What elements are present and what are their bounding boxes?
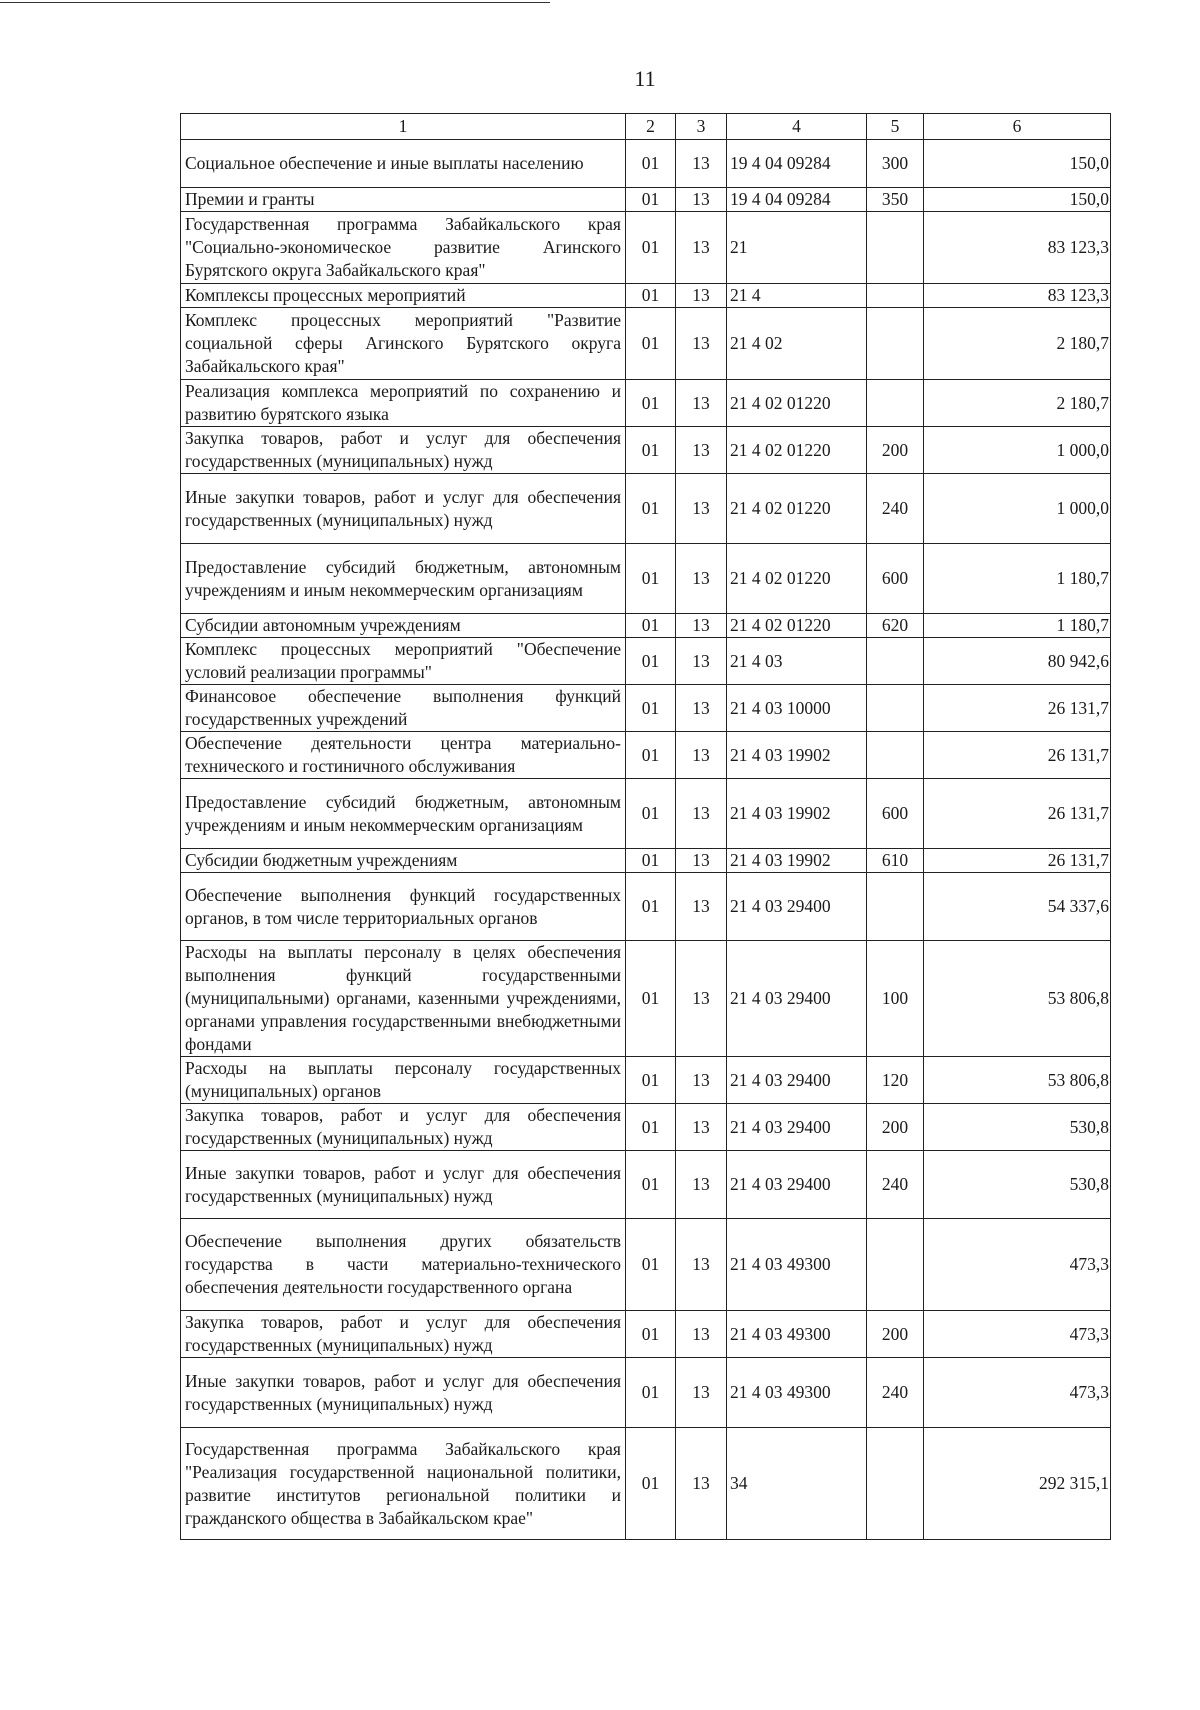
cell-section: 01 bbox=[626, 685, 676, 732]
cell-target-code: 21 4 02 01220 bbox=[727, 427, 867, 474]
cell-amount: 26 131,7 bbox=[924, 685, 1111, 732]
cell-expense-kind: 600 bbox=[867, 779, 924, 849]
cell-name: Государственная программа Забайкальского края "Социально-экономическое развитие Агинского Бурятского округа Забайкальского края" bbox=[181, 212, 626, 284]
cell-subsection: 13 bbox=[676, 1151, 727, 1219]
table-row bbox=[181, 188, 1111, 212]
cell-amount: 2 180,7 bbox=[924, 380, 1111, 427]
cell-expense-kind: 350 bbox=[867, 188, 924, 212]
cell-target-code: 21 4 02 bbox=[727, 308, 867, 380]
cell-section: 01 bbox=[626, 849, 676, 873]
cell-subsection: 13 bbox=[676, 873, 727, 941]
cell-expense-kind bbox=[867, 380, 924, 427]
cell-expense-kind bbox=[867, 308, 924, 380]
table-row bbox=[181, 849, 1111, 873]
cell-amount: 26 131,7 bbox=[924, 849, 1111, 873]
cell-target-code: 21 4 03 19902 bbox=[727, 779, 867, 849]
cell-expense-kind: 300 bbox=[867, 140, 924, 188]
cell-expense-kind: 620 bbox=[867, 614, 924, 638]
budget-table bbox=[180, 113, 1111, 1540]
cell-subsection: 13 bbox=[676, 614, 727, 638]
cell-name: Обеспечение выполнения других обязательств государства в части материально-технического обеспечения деятельности государственного органа bbox=[181, 1219, 626, 1311]
cell-target-code: 21 4 03 bbox=[727, 638, 867, 685]
cell-amount: 150,0 bbox=[924, 188, 1111, 212]
cell-amount: 473,3 bbox=[924, 1219, 1111, 1311]
cell-target-code: 21 4 02 01220 bbox=[727, 544, 867, 614]
cell-expense-kind bbox=[867, 685, 924, 732]
cell-name: Обеспечение деятельности центра материально-технического и гостиничного обслуживания bbox=[181, 732, 626, 779]
table-row bbox=[181, 1358, 1111, 1428]
cell-section: 01 bbox=[626, 1311, 676, 1358]
table-row bbox=[181, 1057, 1111, 1104]
cell-target-code: 21 4 bbox=[727, 284, 867, 308]
cell-target-code: 21 4 03 29400 bbox=[727, 941, 867, 1057]
cell-amount: 473,3 bbox=[924, 1311, 1111, 1358]
cell-subsection: 13 bbox=[676, 188, 727, 212]
cell-target-code: 21 4 03 19902 bbox=[727, 849, 867, 873]
cell-expense-kind: 100 bbox=[867, 941, 924, 1057]
header-row bbox=[181, 114, 1111, 140]
cell-subsection: 13 bbox=[676, 308, 727, 380]
cell-subsection: 13 bbox=[676, 941, 727, 1057]
cell-amount: 473,3 bbox=[924, 1358, 1111, 1428]
cell-section: 01 bbox=[626, 1219, 676, 1311]
cell-expense-kind: 120 bbox=[867, 1057, 924, 1104]
table-row bbox=[181, 308, 1111, 380]
cell-name: Иные закупки товаров, работ и услуг для обеспечения государственных (муниципальных) нужд bbox=[181, 1358, 626, 1428]
table-row bbox=[181, 685, 1111, 732]
cell-name: Субсидии бюджетным учреждениям bbox=[181, 849, 626, 873]
cell-subsection: 13 bbox=[676, 380, 727, 427]
cell-subsection: 13 bbox=[676, 779, 727, 849]
cell-target-code: 21 4 03 19902 bbox=[727, 732, 867, 779]
page-number: 11 bbox=[634, 66, 656, 91]
table-row bbox=[181, 638, 1111, 685]
cell-amount: 1 180,7 bbox=[924, 544, 1111, 614]
cell-section: 01 bbox=[626, 1057, 676, 1104]
cell-amount: 150,0 bbox=[924, 140, 1111, 188]
cell-amount: 1 000,0 bbox=[924, 427, 1111, 474]
cell-expense-kind: 240 bbox=[867, 1151, 924, 1219]
cell-expense-kind: 200 bbox=[867, 1311, 924, 1358]
cell-subsection: 13 bbox=[676, 1104, 727, 1151]
cell-section: 01 bbox=[626, 1104, 676, 1151]
table-row bbox=[181, 427, 1111, 474]
cell-name: Расходы на выплаты персоналу государственных (муниципальных) органов bbox=[181, 1057, 626, 1104]
cell-section: 01 bbox=[626, 873, 676, 941]
cell-target-code: 21 4 03 10000 bbox=[727, 685, 867, 732]
cell-amount: 26 131,7 bbox=[924, 732, 1111, 779]
table-row bbox=[181, 614, 1111, 638]
cell-expense-kind: 600 bbox=[867, 544, 924, 614]
cell-amount: 530,8 bbox=[924, 1151, 1111, 1219]
cell-amount: 54 337,6 bbox=[924, 873, 1111, 941]
cell-section: 01 bbox=[626, 474, 676, 544]
table-row bbox=[181, 941, 1111, 1057]
cell-section: 01 bbox=[626, 544, 676, 614]
cell-target-code: 21 4 02 01220 bbox=[727, 614, 867, 638]
cell-subsection: 13 bbox=[676, 212, 727, 284]
cell-section: 01 bbox=[626, 1358, 676, 1428]
cell-name: Иные закупки товаров, работ и услуг для обеспечения государственных (муниципальных) нужд bbox=[181, 1151, 626, 1219]
cell-expense-kind: 200 bbox=[867, 427, 924, 474]
table-row bbox=[181, 732, 1111, 779]
header-col-expense-kind: 5 bbox=[867, 114, 924, 140]
cell-section: 01 bbox=[626, 140, 676, 188]
cell-subsection: 13 bbox=[676, 849, 727, 873]
cell-expense-kind bbox=[867, 638, 924, 685]
cell-name: Закупка товаров, работ и услуг для обеспечения государственных (муниципальных) нужд bbox=[181, 427, 626, 474]
cell-subsection: 13 bbox=[676, 1219, 727, 1311]
cell-amount: 26 131,7 bbox=[924, 779, 1111, 849]
cell-section: 01 bbox=[626, 380, 676, 427]
header-col-section: 2 bbox=[626, 114, 676, 140]
cell-subsection: 13 bbox=[676, 427, 727, 474]
cell-section: 01 bbox=[626, 188, 676, 212]
cell-name: Иные закупки товаров, работ и услуг для обеспечения государственных (муниципальных) нужд bbox=[181, 474, 626, 544]
cell-name: Финансовое обеспечение выполнения функций государственных учреждений bbox=[181, 685, 626, 732]
cell-amount: 53 806,8 bbox=[924, 1057, 1111, 1104]
cell-target-code: 21 4 03 49300 bbox=[727, 1358, 867, 1428]
cell-amount: 80 942,6 bbox=[924, 638, 1111, 685]
header-col-amount: 6 bbox=[924, 114, 1111, 140]
cell-amount: 530,8 bbox=[924, 1104, 1111, 1151]
cell-expense-kind bbox=[867, 732, 924, 779]
cell-section: 01 bbox=[626, 941, 676, 1057]
table-row bbox=[181, 1151, 1111, 1219]
cell-name: Реализация комплекса мероприятий по сохранению и развитию бурятского языка bbox=[181, 380, 626, 427]
cell-amount: 2 180,7 bbox=[924, 308, 1111, 380]
cell-target-code: 19 4 04 09284 bbox=[727, 140, 867, 188]
cell-amount: 53 806,8 bbox=[924, 941, 1111, 1057]
table-row bbox=[181, 140, 1111, 188]
cell-target-code: 21 4 02 01220 bbox=[727, 474, 867, 544]
cell-name: Комплекс процессных мероприятий "Развитие социальной сферы Агинского Бурятского округа Забайкальского края" bbox=[181, 308, 626, 380]
table-row bbox=[181, 1219, 1111, 1311]
cell-target-code: 34 bbox=[727, 1428, 867, 1540]
cell-amount: 83 123,3 bbox=[924, 212, 1111, 284]
cell-amount: 292 315,1 bbox=[924, 1428, 1111, 1540]
cell-section: 01 bbox=[626, 427, 676, 474]
header-col-target-code: 4 bbox=[727, 114, 867, 140]
cell-expense-kind bbox=[867, 284, 924, 308]
cell-target-code: 21 4 03 29400 bbox=[727, 1151, 867, 1219]
cell-name: Комплексы процессных мероприятий bbox=[181, 284, 626, 308]
cell-target-code: 21 4 03 29400 bbox=[727, 873, 867, 941]
table-header bbox=[181, 114, 1111, 140]
cell-subsection: 13 bbox=[676, 685, 727, 732]
cell-name: Обеспечение выполнения функций государственных органов, в том числе территориальных органов bbox=[181, 873, 626, 941]
cell-subsection: 13 bbox=[676, 1428, 727, 1540]
cell-section: 01 bbox=[626, 638, 676, 685]
cell-target-code: 21 4 03 49300 bbox=[727, 1219, 867, 1311]
cell-expense-kind bbox=[867, 1219, 924, 1311]
table-row bbox=[181, 380, 1111, 427]
cell-section: 01 bbox=[626, 614, 676, 638]
cell-subsection: 13 bbox=[676, 140, 727, 188]
cell-section: 01 bbox=[626, 212, 676, 284]
cell-section: 01 bbox=[626, 284, 676, 308]
table-body bbox=[181, 140, 1111, 1540]
cell-amount: 1 180,7 bbox=[924, 614, 1111, 638]
cell-name: Социальное обеспечение и иные выплаты населению bbox=[181, 140, 626, 188]
cell-name: Государственная программа Забайкальского края "Реализация государственной национальной политики, развитие институтов региональной политики и гражданского общества в Забайкальском крае" bbox=[181, 1428, 626, 1540]
cell-name: Закупка товаров, работ и услуг для обеспечения государственных (муниципальных) нужд bbox=[181, 1104, 626, 1151]
table-row bbox=[181, 873, 1111, 941]
cell-section: 01 bbox=[626, 779, 676, 849]
cell-expense-kind: 200 bbox=[867, 1104, 924, 1151]
cell-name: Закупка товаров, работ и услуг для обеспечения государственных (муниципальных) нужд bbox=[181, 1311, 626, 1358]
cell-name: Предоставление субсидий бюджетным, автономным учреждениям и иным некоммерческим организациям bbox=[181, 779, 626, 849]
cell-target-code: 19 4 04 09284 bbox=[727, 188, 867, 212]
table-row bbox=[181, 212, 1111, 284]
cell-target-code: 21 4 03 29400 bbox=[727, 1104, 867, 1151]
table-row bbox=[181, 1428, 1111, 1540]
cell-subsection: 13 bbox=[676, 474, 727, 544]
table-row bbox=[181, 474, 1111, 544]
cell-name: Субсидии автономным учреждениям bbox=[181, 614, 626, 638]
cell-section: 01 bbox=[626, 1428, 676, 1540]
cell-subsection: 13 bbox=[676, 284, 727, 308]
table-row bbox=[181, 544, 1111, 614]
cell-subsection: 13 bbox=[676, 1311, 727, 1358]
cell-section: 01 bbox=[626, 732, 676, 779]
cell-expense-kind: 240 bbox=[867, 1358, 924, 1428]
cell-subsection: 13 bbox=[676, 638, 727, 685]
cell-expense-kind bbox=[867, 873, 924, 941]
cell-target-code: 21 4 02 01220 bbox=[727, 380, 867, 427]
cell-name: Расходы на выплаты персоналу в целях обеспечения выполнения функций государственными (муниципальными) органами, казенными учреждениями, органами управления государственными внебюджетными фондами bbox=[181, 941, 626, 1057]
cell-section: 01 bbox=[626, 1151, 676, 1219]
table-row bbox=[181, 779, 1111, 849]
cell-amount: 83 123,3 bbox=[924, 284, 1111, 308]
cell-name: Комплекс процессных мероприятий "Обеспечение условий реализации программы" bbox=[181, 638, 626, 685]
header-col-name: 1 bbox=[181, 114, 626, 140]
table-row bbox=[181, 1311, 1111, 1358]
cell-target-code: 21 bbox=[727, 212, 867, 284]
top-rule bbox=[0, 2, 550, 3]
cell-subsection: 13 bbox=[676, 544, 727, 614]
cell-expense-kind: 610 bbox=[867, 849, 924, 873]
cell-name: Предоставление субсидий бюджетным, автономным учреждениям и иным некоммерческим организациям bbox=[181, 544, 626, 614]
cell-name: Премии и гранты bbox=[181, 188, 626, 212]
cell-target-code: 21 4 03 49300 bbox=[727, 1311, 867, 1358]
cell-target-code: 21 4 03 29400 bbox=[727, 1057, 867, 1104]
table-row bbox=[181, 284, 1111, 308]
cell-expense-kind bbox=[867, 212, 924, 284]
cell-subsection: 13 bbox=[676, 1358, 727, 1428]
cell-expense-kind bbox=[867, 1428, 924, 1540]
cell-subsection: 13 bbox=[676, 732, 727, 779]
table-row bbox=[181, 1104, 1111, 1151]
cell-subsection: 13 bbox=[676, 1057, 727, 1104]
cell-expense-kind: 240 bbox=[867, 474, 924, 544]
cell-amount: 1 000,0 bbox=[924, 474, 1111, 544]
header-col-subsection: 3 bbox=[676, 114, 727, 140]
cell-section: 01 bbox=[626, 308, 676, 380]
